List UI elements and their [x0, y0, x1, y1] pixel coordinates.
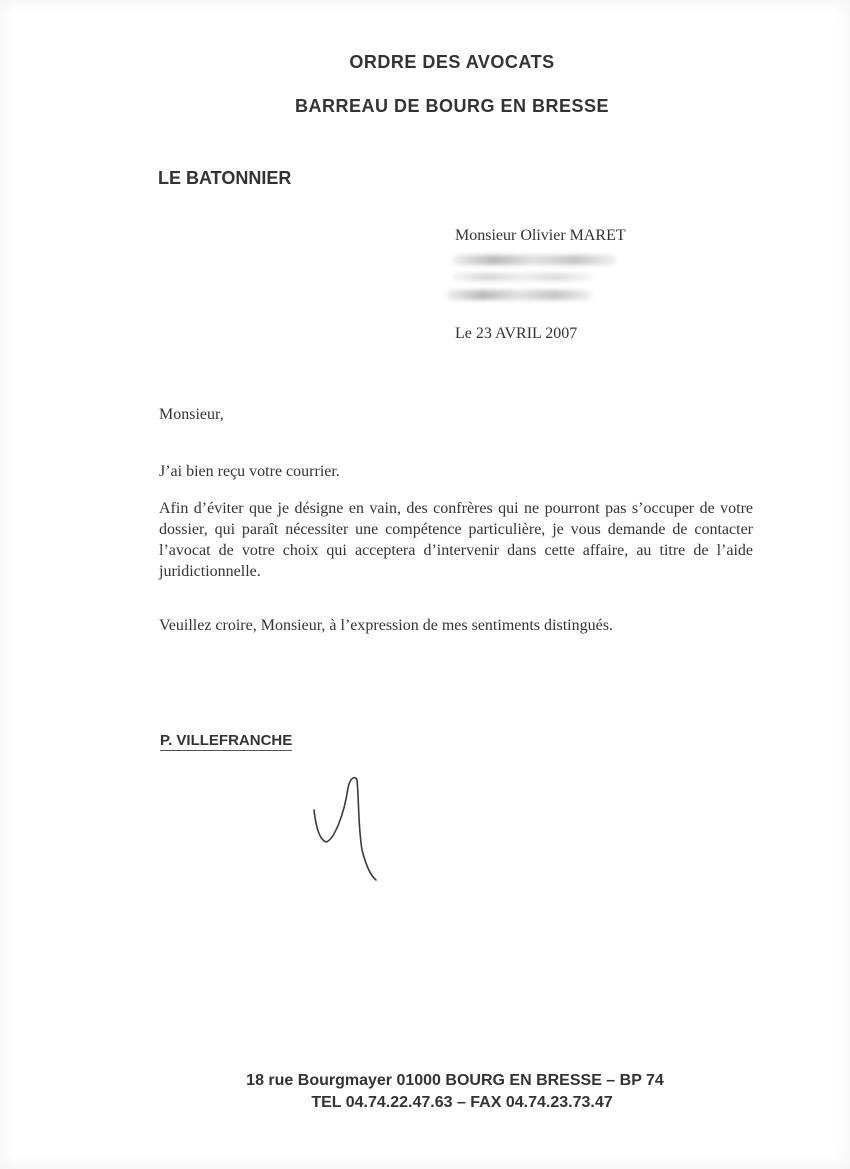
- recipient-name: Monsieur Olivier MARET: [455, 227, 626, 244]
- signatory-name: P. VILLEFRANCHE: [160, 732, 293, 749]
- footer-contact: TEL 04.74.22.47.63 – FAX 04.74.23.73.47: [311, 1094, 613, 1111]
- body-paragraph: J’ai bien reçu votre courrier.: [159, 463, 340, 480]
- salutation: Monsieur,: [159, 406, 224, 423]
- handwritten-signature: [300, 770, 390, 885]
- letterhead-title: ORDRE DES AVOCATS: [349, 52, 555, 72]
- sender-title: LE BATONNIER: [158, 168, 292, 188]
- redacted-address-line: [452, 255, 617, 265]
- letter-date: Le 23 AVRIL 2007: [455, 325, 578, 342]
- body-paragraph: Afin d’éviter que je désigne en vain, des confrères qui ne pourront pas s’occuper de votre dossier, qui paraît nécessiter une compétence particulière, je vous demande de contacter l’avocat de votre choix qui acceptera d’intervenir dans cette affaire, au titre de l’aide juridictionnelle.: [159, 500, 753, 580]
- letterhead-subtitle: BARREAU DE BOURG EN BRESSE: [294, 96, 610, 116]
- redacted-address-line: [452, 273, 592, 281]
- redacted-address-line: [446, 290, 592, 300]
- footer-address: 18 rue Bourgmayer 01000 BOURG EN BRESSE – BP 74: [246, 1072, 664, 1089]
- closing-paragraph: Veuillez croire, Monsieur, à l’expression de mes sentiments distingués.: [159, 617, 613, 634]
